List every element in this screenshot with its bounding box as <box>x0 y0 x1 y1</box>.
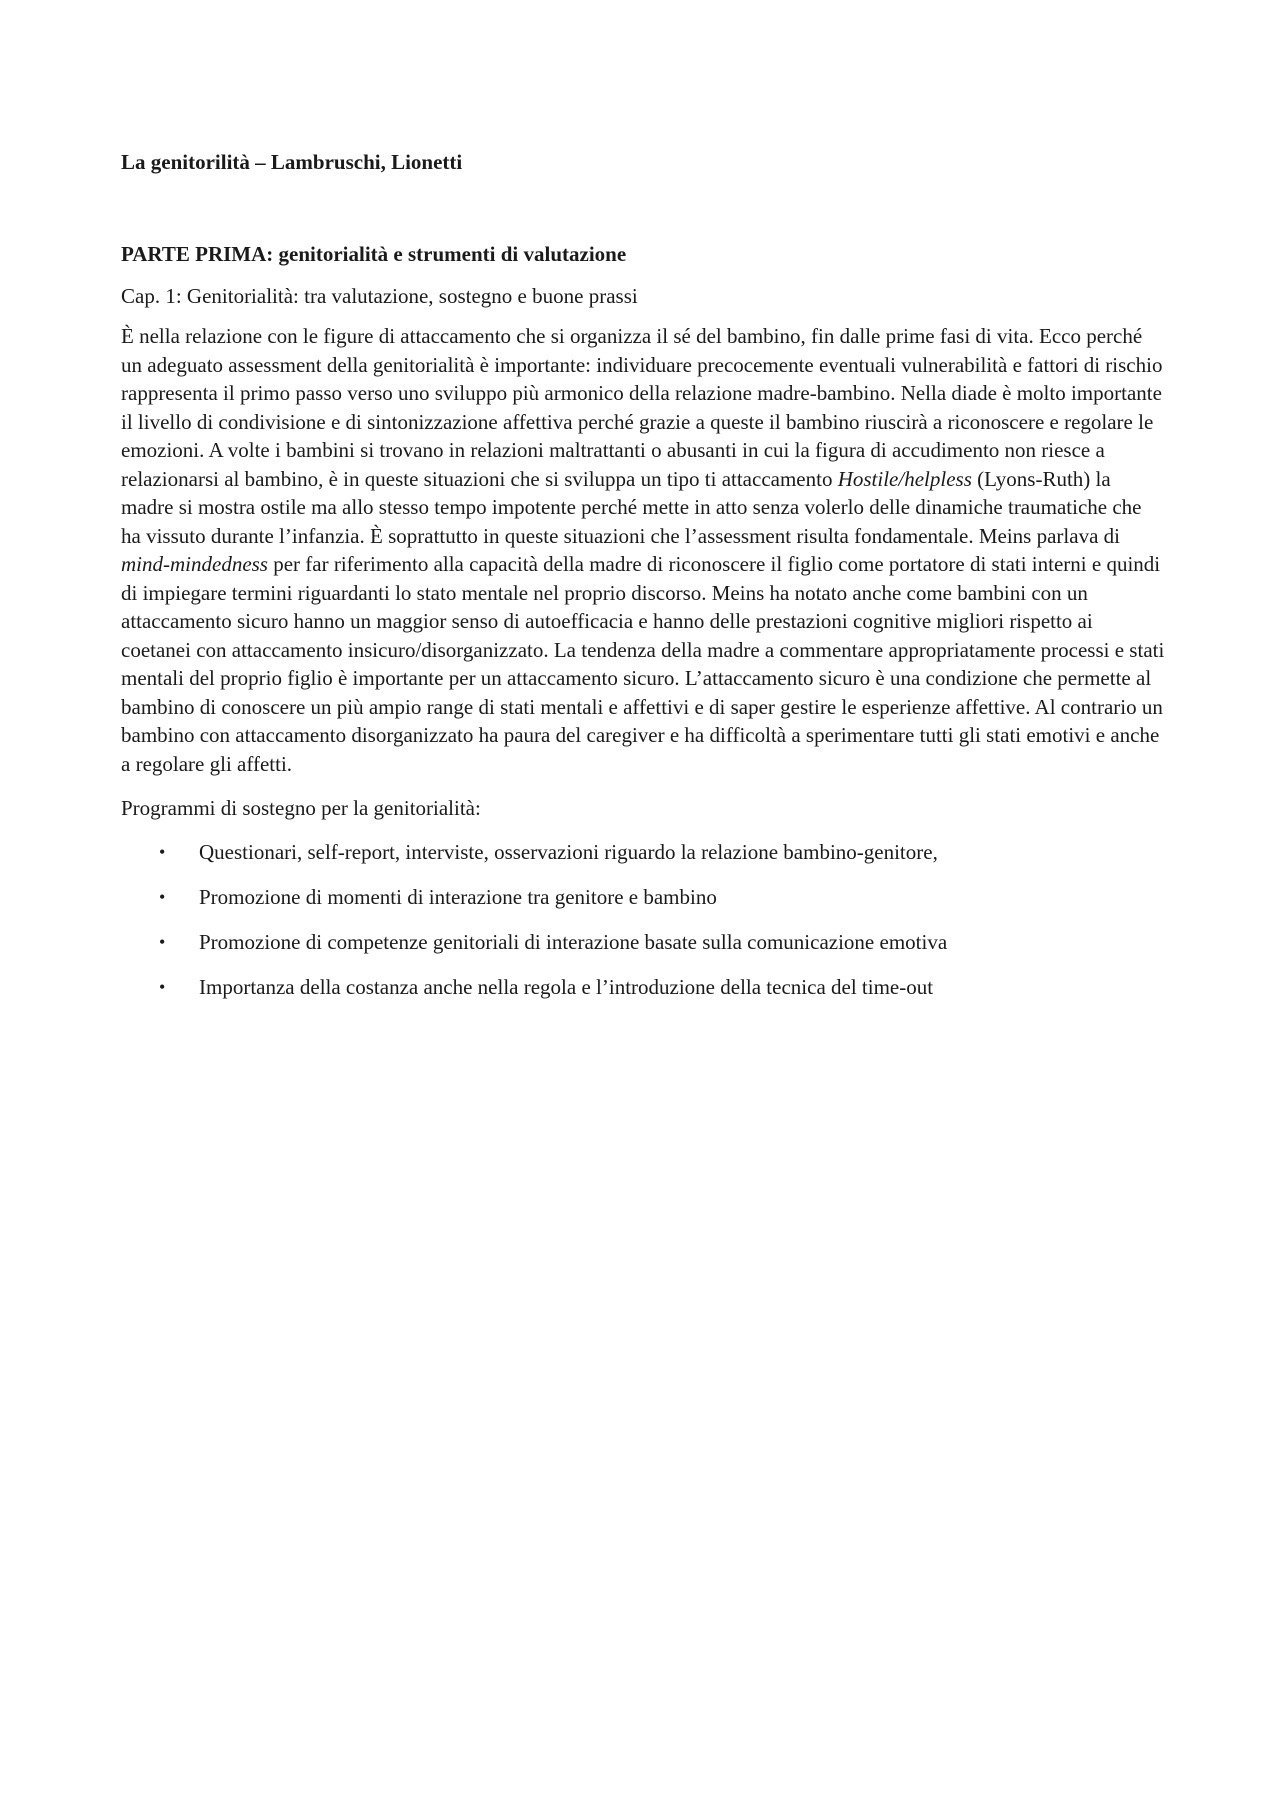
bullet-icon: • <box>159 887 166 907</box>
document-title: La genitorilità – Lambruschi, Lionetti <box>121 150 463 174</box>
programs-heading: Programmi di sostegno per la genitorialità: <box>121 796 481 820</box>
paragraph-text-3: per far riferimento alla capacità della madre di riconoscere il figlio come portatore di stati interni e quindi di impiegare termini riguardanti lo stato mentale nel proprio discorso. Meins ha notato anche come bambini con un attaccamento sicuro hanno un maggior senso di autoefficacia e hanno delle prestazioni cognitive migliori rispetto ai coetanei con attaccamento insicuro/disorganizzato. La tendenza della madre a commentare appropriatamente processi e stati mentali del proprio figlio è importante per un attaccamento sicuro. L’attaccamento sicuro è una condizione che permette al bambino di conoscere un più ampio range di stati mentali e affettivi e di saper gestire le esperienze affettive. Al contrario un bambino con attaccamento disorganizzato ha paura del caregiver e ha difficoltà a sperimentare tutti gli stati emotivi e anche a regolare gli affetti. <box>121 552 1165 776</box>
list-item-text: Questionari, self-report, interviste, osservazioni riguardo la relazione bambino-genitore, <box>199 840 938 864</box>
bullet-icon: • <box>159 932 166 952</box>
paragraph-text-2: (Lyons-Ruth) la madre si mostra ostile ma allo stesso tempo impotente perché mette in atto senza volerlo delle dinamiche traumatiche che ha vissuto durante l’infanzia. È soprattutto in queste situazioni che l’assessment risulta fondamentale. Meins parlava di <box>121 466 1142 548</box>
chapter-heading: Cap. 1: Genitorialità: tra valutazione, sostegno e buone prassi <box>121 284 638 308</box>
programs-list <box>121 838 1166 1001</box>
paragraph-italic-term-2: mind-mindedness <box>121 552 268 576</box>
list-item-text: Promozione di momenti di interazione tra genitore e bambino <box>199 885 717 909</box>
list-item <box>121 973 1166 1001</box>
list-item <box>121 838 1166 866</box>
bullet-icon: • <box>159 842 166 862</box>
paragraph-text-1: È nella relazione con le figure di attaccamento che si organizza il sé del bambino, fin dalle prime fasi di vita. Ecco perché un adeguato assessment della genitorialità è importante: individuare precocemente eventuali vulnerabilità e fattori di rischio rappresenta il primo passo verso uno sviluppo più armonico della relazione madre-bambino. Nella diade è molto importante il livello di condivisione e di sintonizzazione affettiva perché grazie a queste il bambino riuscirà a riconoscere e regolare le emozioni. A volte i bambini si trovano in relazioni maltrattanti o abusanti in cui la figura di accudimento non riesce a relazionarsi al bambino, è in queste situazioni che si sviluppa un tipo ti attaccamento <box>121 324 1163 491</box>
document-content <box>121 148 1166 1018</box>
body-paragraph <box>121 322 1166 778</box>
list-item <box>121 928 1166 956</box>
list-item-text: Promozione di competenze genitoriali di interazione basate sulla comunicazione emotiva <box>199 930 948 954</box>
paragraph-italic-term-1: Hostile/helpless <box>837 466 972 491</box>
list-item <box>121 883 1166 911</box>
bullet-icon: • <box>159 977 166 997</box>
list-item-text: Importanza della costanza anche nella regola e l’introduzione della tecnica del time-out <box>199 975 934 999</box>
part-title: PARTE PRIMA: genitorialità e strumenti di valutazione <box>121 242 627 266</box>
